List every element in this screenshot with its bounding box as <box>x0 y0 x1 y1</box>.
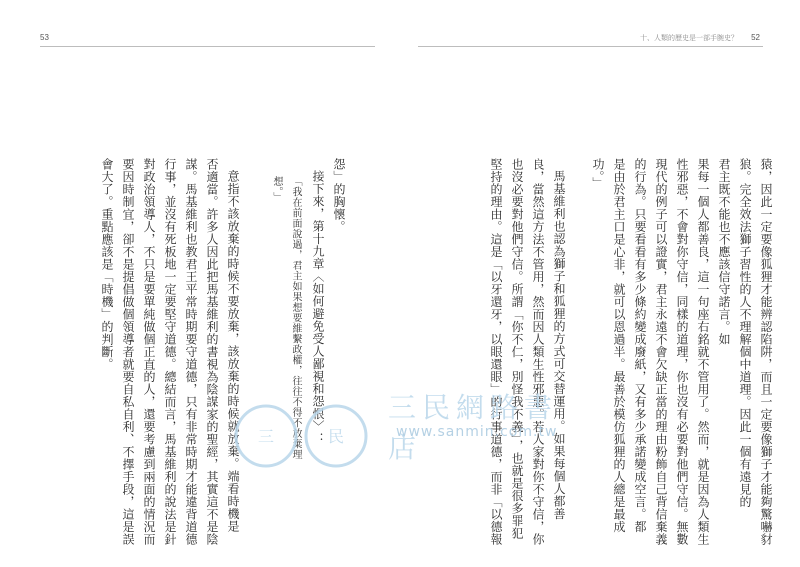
text-column: 的行為。只要看看有多少條約變成廢紙，又有多少承諾變成空言。都 <box>633 158 647 533</box>
quote-column: 想。」 <box>271 176 282 203</box>
text-column: 君主既不能也不應該信守諾言。如 <box>717 158 731 346</box>
text-column: 意指不該放棄的時候不要放棄，該放棄的時候就放棄。端看時機是 <box>226 170 240 533</box>
text-column: 否適當。許多人因此把馬基維利的書視為陰謀家的聖經，其實這不是陰 <box>205 158 219 546</box>
svg-text:三: 三 <box>257 427 275 446</box>
watermark <box>228 382 588 472</box>
text-column: 謀。馬基維利也教君王平常時期要守道德，只有非常時期才能違背道德 <box>184 158 198 546</box>
text-column: 也沒必要對他們守信。所謂「你不仁，別怪我不義」，也就是很多罪犯 <box>510 158 524 540</box>
text-column: 是由於君主口是心非，就可以恩過半。最善於模仿狐狸的人總是最成 <box>612 158 626 533</box>
watermark-name: 三民網路書店 <box>388 391 559 464</box>
text-column: 狼。完全效法獅子習性的人不理解個中道理。因此一個有遠見的 <box>738 158 752 508</box>
text-column: 接下來，第十九章〈如何避免受人鄙視和怨恨〉： <box>311 170 325 445</box>
text-column: 性邪惡，不會對你守信，同樣的道理，你也沒有必要對他們守信。無數 <box>675 158 689 546</box>
watermark-url: www.sanmin.com.tw <box>396 424 558 440</box>
right-header-rule <box>418 46 763 47</box>
text-column: 行事，並沒有死板地一定要堅守道德。總結而言，馬基維利的說法是針 <box>163 158 177 546</box>
text-column: 猿，因此一定要像狐狸才能辨認陷阱，而且一定要像獅子才能夠驚嚇豺 <box>759 158 773 546</box>
running-head: 十、人類的歷史是一部手腕史？ <box>640 34 738 42</box>
svg-text:民: 民 <box>327 427 345 446</box>
text-column: 堅持的理由。這是「以牙還牙，以眼還眼」的行事道德，而非「以德報 <box>489 158 503 546</box>
left-page-number: 53 <box>40 33 49 42</box>
right-page-number: 52 <box>751 33 760 42</box>
text-column: 要因時制宜，卻不是提倡做個領導者就要自私自利、不擇手段，這是誤 <box>121 158 135 546</box>
text-column: 現代的例子可以證實，君主永遠不會欠缺正當的理由粉飾自己背信棄義 <box>654 158 668 546</box>
text-column: 果每一個人都善良，這一句座右銘就不管用了。然而，就是因為人類生 <box>696 158 710 546</box>
text-column: 功。」 <box>591 158 605 190</box>
text-column: 良，當然這方法不管用，然而因人類生性邪惡。若人家對你不守信，你 <box>531 158 545 546</box>
text-column: 會大了。重點應該是「時機」的判斷。 <box>100 158 114 371</box>
text-column: 怨」的胸懷。 <box>332 158 346 233</box>
quote-column: 「我在前面說過，君主如果想要維繫政權，往往不得不放棄理 <box>290 176 301 460</box>
left-header-rule <box>40 46 375 47</box>
text-column: 對政治領導人，不只是要單純做個正直的人，還要考慮到兩面的情況而 <box>142 158 156 546</box>
text-column: 馬基維利也認為獅子和狐狸的方式可交替運用。如果每個人都善 <box>552 170 566 520</box>
